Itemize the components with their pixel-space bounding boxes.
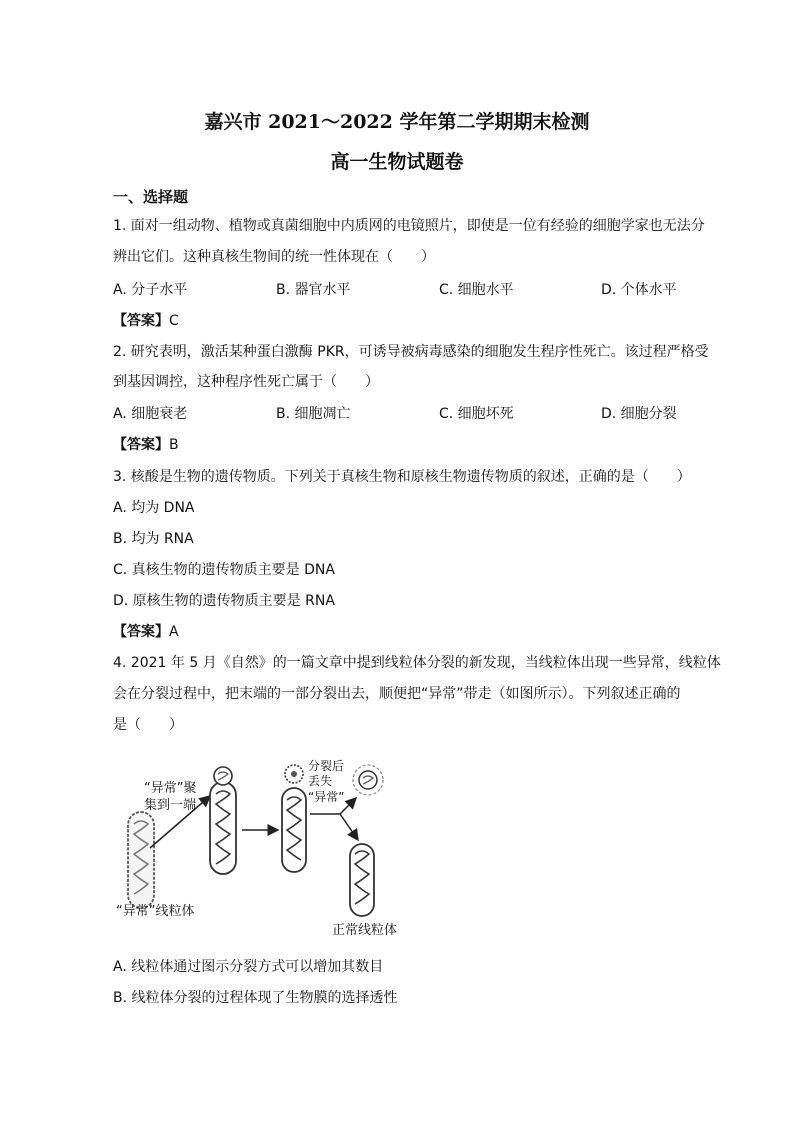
q4-stem-line3: 是（ ） bbox=[113, 717, 183, 733]
q2-answer bbox=[113, 436, 179, 454]
q1-option-c: C. 细胞水平 bbox=[439, 282, 514, 298]
q3-option-b: B. 均为 RNA bbox=[113, 531, 194, 547]
q2-stem-line1: 2. 研究表明，激活某种蛋白激酶 PKR，可诱导被病毒感染的细胞发生程序性死亡。该过程严格受 bbox=[113, 344, 709, 360]
section-heading: 一、选择题 bbox=[113, 188, 189, 206]
q1-option-a: A. 分子水平 bbox=[113, 282, 188, 298]
q2-option-d: D. 细胞分裂 bbox=[601, 406, 677, 422]
q1-option-b: B. 器官水平 bbox=[276, 282, 351, 298]
mitochondria-fission-figure bbox=[110, 752, 440, 942]
dividing-mitochondrion bbox=[282, 765, 306, 872]
gather-label-line2: 集到一端 bbox=[144, 798, 197, 813]
abnormal-mitochondrion bbox=[128, 812, 154, 908]
q3-option-d: D. 原核生物的遗传物质主要是 RNA bbox=[113, 593, 335, 609]
q1-option-d: D. 个体水平 bbox=[601, 282, 677, 298]
q1-stem-line2: 辨出它们。这种真核生物间的统一性体现在（ ） bbox=[113, 249, 435, 265]
gathered-mitochondrion bbox=[210, 767, 236, 874]
q3-option-a: A. 均为 DNA bbox=[113, 500, 195, 516]
q3-stem-line1: 3. 核酸是生物的遗传物质。下列关于真核生物和原核生物遗传物质的叙述，正确的是（ ） bbox=[113, 469, 691, 485]
lost-label-line1: 分裂后 bbox=[308, 759, 345, 773]
q4-option-b: B. 线粒体分裂的过程体现了生物膜的选择透性 bbox=[113, 990, 398, 1006]
q3-answer bbox=[113, 623, 179, 641]
abnormal-mito-label: “异常”线粒体 bbox=[116, 904, 195, 919]
answer-tag: 【答案】 bbox=[113, 437, 169, 453]
arrow-to-normal bbox=[340, 814, 358, 840]
q2-option-b: B. 细胞凋亡 bbox=[276, 406, 351, 422]
normal-mito-label: 正常线粒体 bbox=[332, 923, 398, 938]
lost-label-line3: “异常” bbox=[308, 790, 345, 804]
q3-answer-value: A bbox=[169, 624, 179, 640]
q2-option-c: C. 细胞坏死 bbox=[439, 406, 514, 422]
q4-option-a: A. 线粒体通过图示分裂方式可以增加其数目 bbox=[113, 959, 384, 975]
normal-mitochondrion bbox=[350, 844, 374, 916]
q2-answer-value: B bbox=[169, 437, 179, 453]
page-subtitle: 高一生物试题卷 bbox=[330, 151, 464, 173]
q3-option-c: C. 真核生物的遗传物质主要是 DNA bbox=[113, 562, 335, 578]
lost-label-line2: 丢失 bbox=[308, 774, 333, 788]
q4-stem-line2: 会在分裂过程中，把末端的一部分裂出去，顺便把“异常”带走（如图所示）。下列叙述正确的 bbox=[113, 686, 681, 702]
q1-stem-line1: 1. 面对一组动物、植物或真菌细胞中内质网的电镜照片，即使是一位有经验的细胞学家也无法分 bbox=[113, 218, 705, 234]
q2-option-a: A. 细胞衰老 bbox=[113, 406, 188, 422]
q4-stem-line1: 4. 2021 年 5 月《自然》的一篇文章中提到线粒体分裂的新发现，当线粒体出现一些异常，线粒体 bbox=[113, 655, 721, 671]
q1-answer-value: C bbox=[169, 313, 179, 329]
answer-tag: 【答案】 bbox=[113, 313, 169, 329]
page-title: 嘉兴市 2021～2022 学年第二学期期末检测 bbox=[204, 111, 590, 133]
lost-fragment bbox=[353, 765, 383, 795]
q1-answer bbox=[113, 312, 179, 330]
gather-label-line1: “异常”聚 bbox=[144, 781, 197, 796]
answer-tag: 【答案】 bbox=[113, 624, 169, 640]
q2-stem-line2: 到基因调控，这种程序性死亡属于（ ） bbox=[113, 374, 379, 390]
